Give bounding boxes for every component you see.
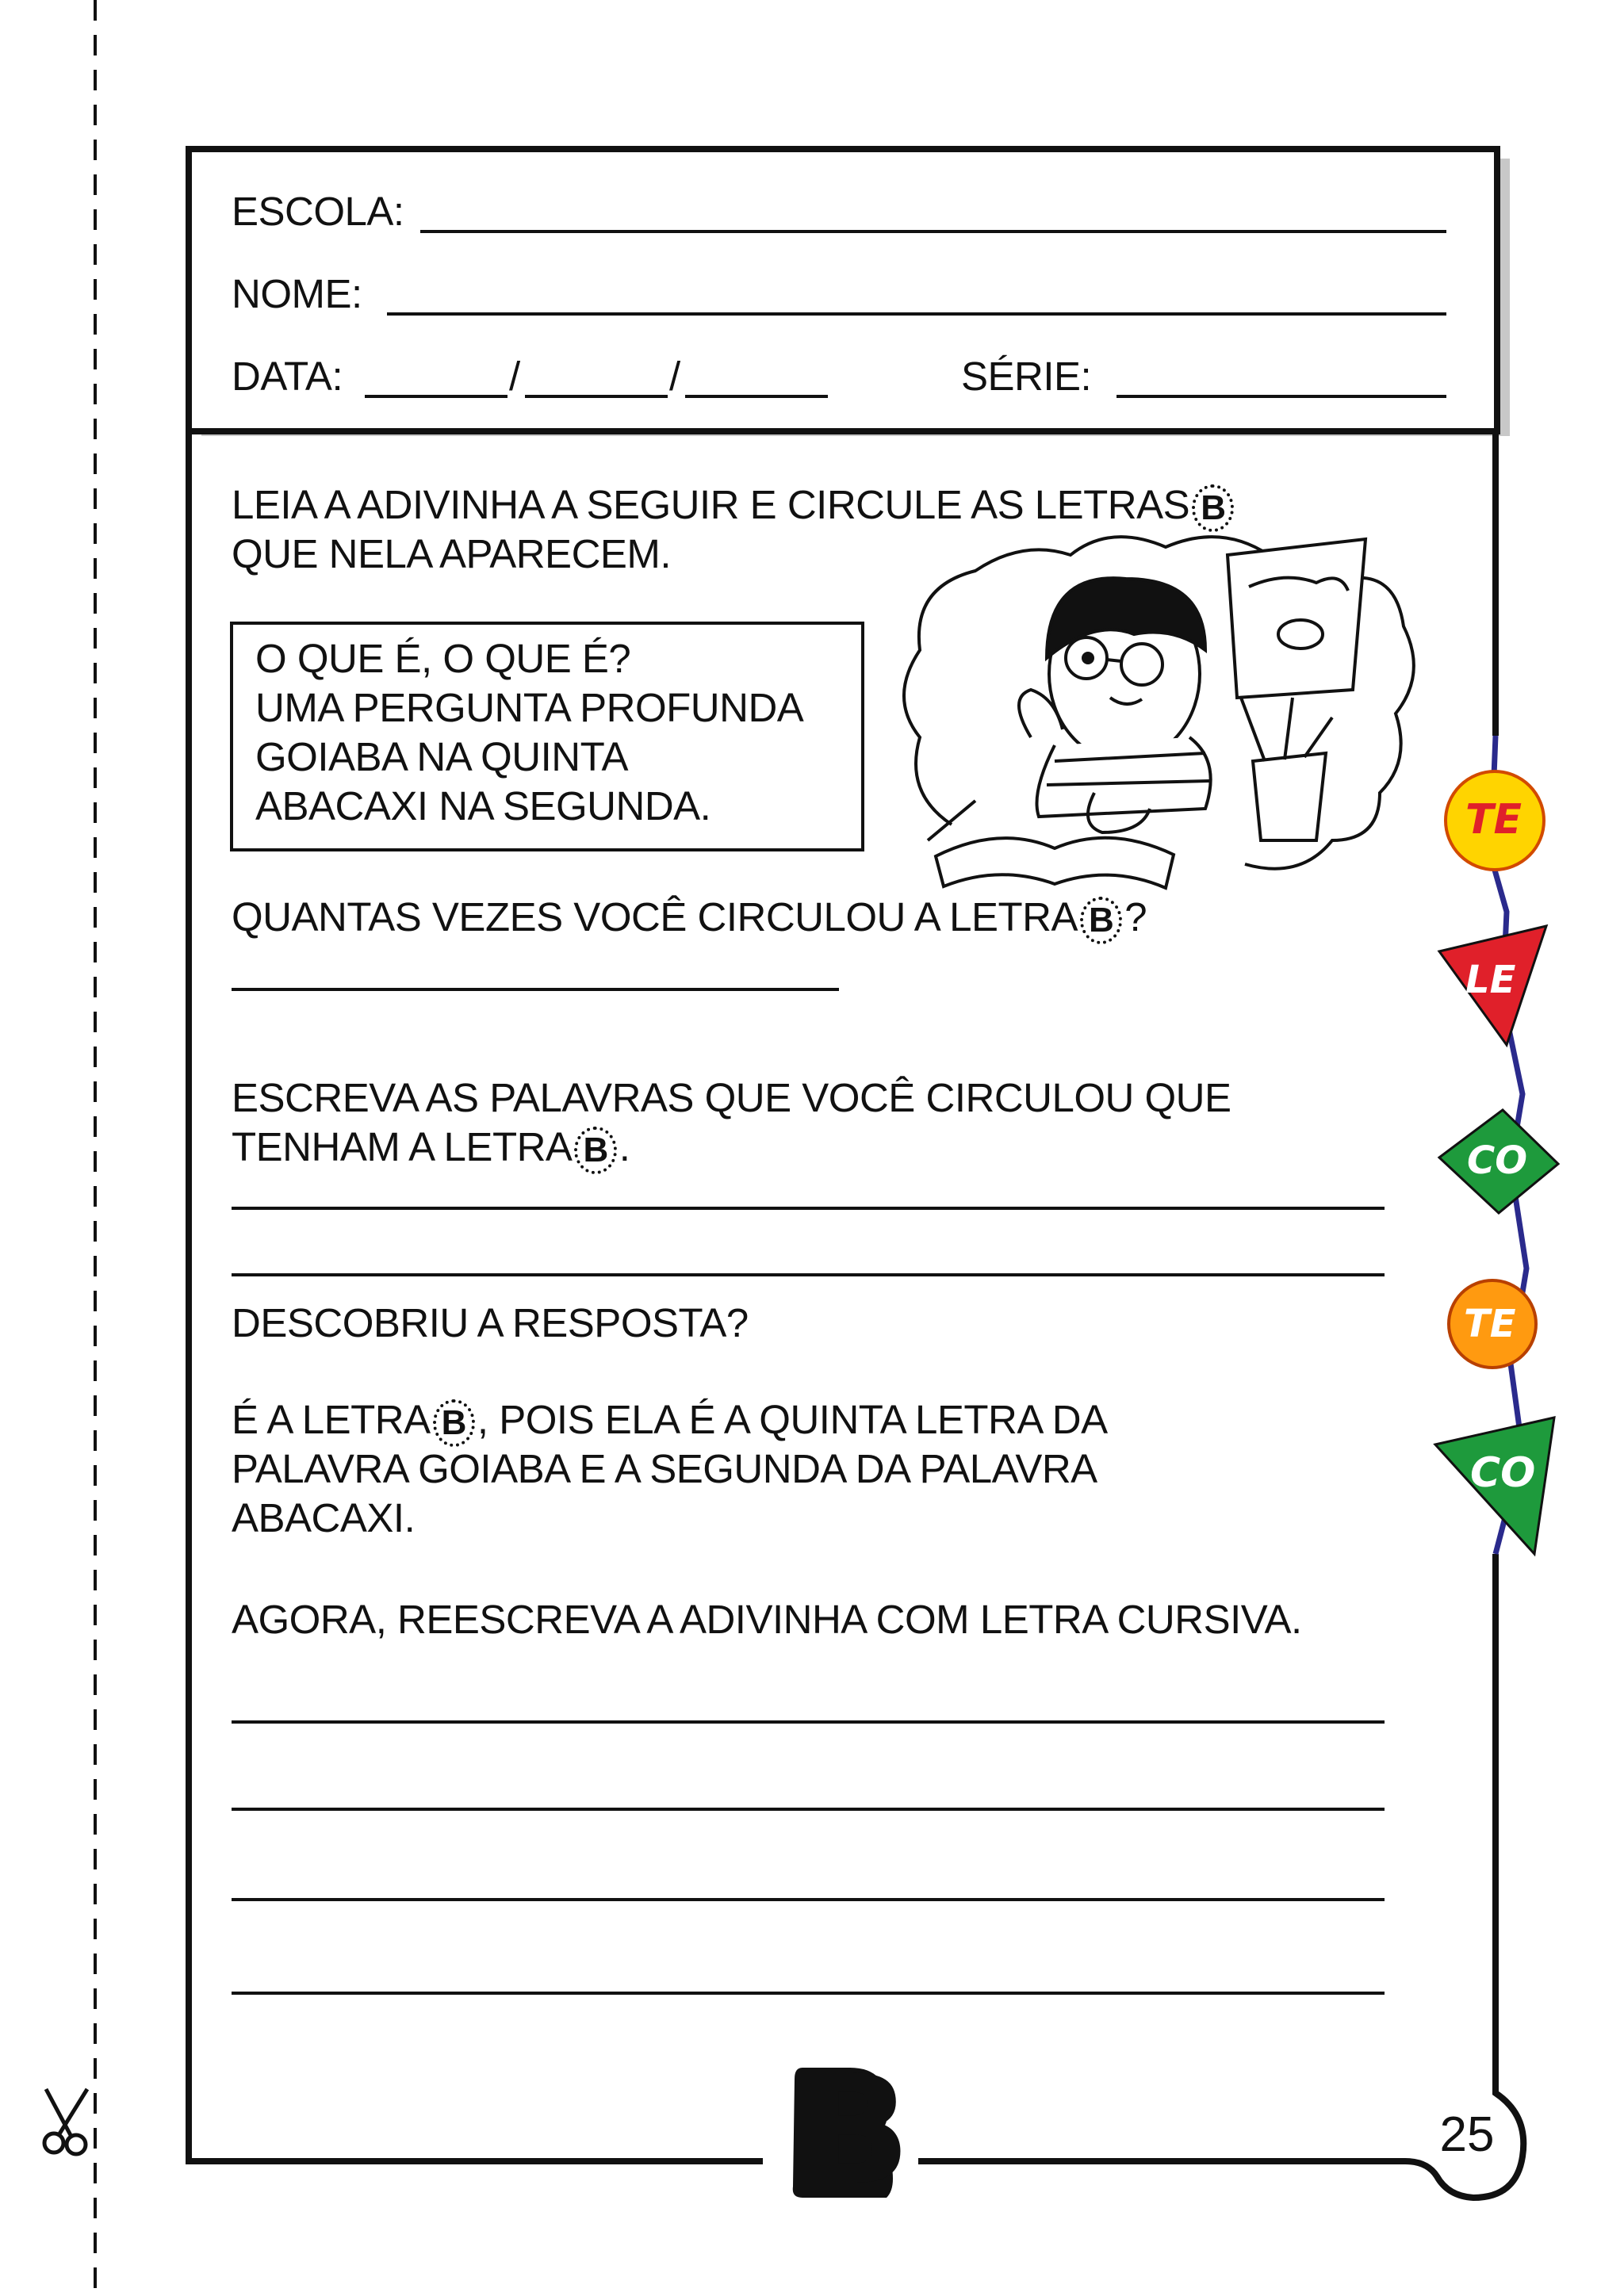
riddle-line-3: GOIABA NA QUINTA — [255, 734, 629, 779]
date-day-field[interactable] — [365, 395, 508, 398]
sticker-label: TE — [1464, 1302, 1516, 1346]
date-separator: / — [669, 354, 680, 399]
letter-b-badge: B — [1080, 897, 1122, 944]
sticker-label: CO — [1470, 1449, 1536, 1497]
words-question-period: . — [619, 1124, 630, 1169]
words-question-line-1: ESCREVA AS PALAVRAS QUE VOCÊ CIRCULOU QUE — [232, 1075, 1231, 1120]
sticker-label: CO — [1467, 1138, 1528, 1183]
cursive-writing-line[interactable] — [232, 1898, 1385, 1901]
name-label: NOME: — [232, 271, 362, 316]
date-year-field[interactable] — [685, 395, 828, 398]
words-question-text: TENHAM A LETRA — [232, 1124, 573, 1169]
scissors-icon — [44, 2089, 87, 2154]
words-answer-line[interactable] — [232, 1207, 1385, 1210]
boy-thinking-illustration — [904, 537, 1414, 888]
count-question — [232, 893, 1147, 944]
grade-label: SÉRIE: — [961, 354, 1092, 399]
answer-text-start: É A LETRA — [232, 1397, 431, 1442]
page-number: 25 — [1439, 2107, 1495, 2162]
name-field[interactable] — [387, 312, 1446, 316]
words-question-line-2 — [232, 1123, 630, 1174]
answer-line-1 — [232, 1395, 1108, 1447]
grade-field[interactable] — [1116, 395, 1446, 398]
words-answer-line[interactable] — [232, 1273, 1385, 1276]
instruction-1-text: LEIA A ADIVINHA A SEGUIR E CIRCULE AS LETRAS — [232, 482, 1190, 527]
letter-b-badge: B — [1192, 484, 1234, 532]
cursive-writing-line[interactable] — [232, 1808, 1385, 1811]
school-label: ESCOLA: — [232, 189, 404, 234]
count-answer-line[interactable] — [232, 988, 839, 991]
school-field[interactable] — [420, 230, 1446, 233]
answer-line-3: ABACAXI. — [232, 1495, 416, 1540]
sticker-label: TE — [1465, 796, 1522, 844]
cursive-writing-line[interactable] — [232, 1720, 1385, 1724]
answer-line-2: PALAVRA GOIABA E A SEGUNDA DA PALAVRA — [232, 1446, 1097, 1491]
cursive-writing-line[interactable] — [232, 1992, 1385, 1995]
riddle-line-1: O QUE É, O QUE É? — [255, 636, 631, 681]
letter-b-badge: B — [574, 1127, 616, 1174]
date-separator: / — [509, 354, 520, 399]
date-label: DATA: — [232, 354, 343, 399]
count-question-text: QUANTAS VEZES VOCÊ CIRCULOU A LETRA — [232, 894, 1078, 939]
date-month-field[interactable] — [525, 395, 668, 398]
final-instruction: AGORA, REESCREVA A ADIVINHA COM LETRA CURSIVA. — [232, 1597, 1302, 1642]
riddle-line-4: ABACAXI NA SEGUNDA. — [255, 783, 711, 828]
instruction-1-line-1 — [232, 480, 1236, 532]
footer-big-letter: B — [796, 2043, 911, 2218]
riddle-line-2: UMA PERGUNTA PROFUNDA — [255, 685, 804, 730]
instruction-1-line-2: QUE NELA APARECEM. — [232, 531, 672, 576]
discovered-question: DESCOBRIU A RESPOSTA? — [232, 1300, 749, 1345]
answer-text-end: , POIS ELA É A QUINTA LETRA DA — [477, 1397, 1108, 1442]
count-question-mark: ? — [1124, 894, 1147, 939]
letter-b-badge: B — [433, 1399, 475, 1447]
sticker-label: LE — [1465, 958, 1516, 1002]
